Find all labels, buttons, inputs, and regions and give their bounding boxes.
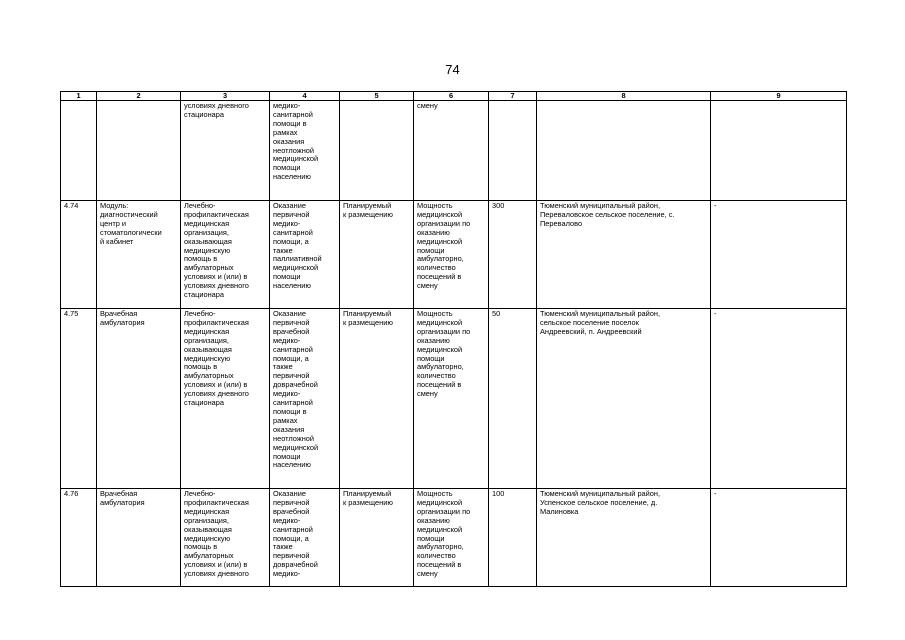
table-cell: Мощность медицинской организации по оказанию медицинской помощи амбулаторно, количество посещений в смену bbox=[414, 201, 489, 309]
table-cell: Планируемый к размещению bbox=[340, 201, 414, 309]
table-cell: медико- санитарной помощи в рамках оказания неотложной медицинской помощи населению bbox=[270, 101, 340, 201]
table-cell: - bbox=[711, 489, 847, 587]
table-cell bbox=[711, 101, 847, 201]
table-cell: Тюменский муниципальный район, сельское поселение поселок Андреевский, п. Андреевский bbox=[537, 309, 711, 489]
table-row bbox=[61, 101, 847, 201]
table-row bbox=[61, 309, 847, 489]
column-header: 6 bbox=[414, 92, 489, 101]
table-cell bbox=[537, 101, 711, 201]
table-cell: смену bbox=[414, 101, 489, 201]
table-row bbox=[61, 489, 847, 587]
table-header-row bbox=[61, 92, 847, 101]
table-cell: 100 bbox=[489, 489, 537, 587]
table-cell: 300 bbox=[489, 201, 537, 309]
column-header: 8 bbox=[537, 92, 711, 101]
table-cell bbox=[61, 101, 97, 201]
document-table bbox=[60, 91, 847, 587]
table-cell: Мощность медицинской организации по оказанию медицинской помощи амбулаторно, количество посещений в смену bbox=[414, 489, 489, 587]
column-header: 4 bbox=[270, 92, 340, 101]
table-cell: - bbox=[711, 201, 847, 309]
table-cell bbox=[489, 101, 537, 201]
table-cell: 4.74 bbox=[61, 201, 97, 309]
table-row bbox=[61, 201, 847, 309]
column-header: 1 bbox=[61, 92, 97, 101]
table-cell: Модуль: диагностический центр и стоматологически й кабинет bbox=[97, 201, 181, 309]
table-cell: Планируемый к размещению bbox=[340, 309, 414, 489]
table-cell: условиях дневного стационара bbox=[181, 101, 270, 201]
table-cell: Мощность медицинской организации по оказанию медицинской помощи амбулаторно, количество посещений в смену bbox=[414, 309, 489, 489]
table-cell bbox=[97, 101, 181, 201]
table-cell: 50 bbox=[489, 309, 537, 489]
table-cell: Оказание первичной медико- санитарной помощи, а также паллиативной медицинской помощи населению bbox=[270, 201, 340, 309]
column-header: 9 bbox=[711, 92, 847, 101]
table-cell: - bbox=[711, 309, 847, 489]
column-header: 5 bbox=[340, 92, 414, 101]
table-cell: Врачебная амбулатория bbox=[97, 489, 181, 587]
table-cell: Тюменский муниципальный район, Успенское сельское поселение, д. Малиновка bbox=[537, 489, 711, 587]
table-cell: Тюменский муниципальный район, Переваловское сельское поселение, с. Перевалово bbox=[537, 201, 711, 309]
table-cell: Планируемый к размещению bbox=[340, 489, 414, 587]
table-cell: Оказание первичной врачебной медико- санитарной помощи, а также первичной доврачебной медико- bbox=[270, 489, 340, 587]
table-cell: Оказание первичной врачебной медико- санитарной помощи, а также первичной доврачебной медико- санитарной помощи в рамках оказания неотложной медицинской помощи населению bbox=[270, 309, 340, 489]
column-header: 2 bbox=[97, 92, 181, 101]
table-cell: Лечебно- профилактическая медицинская организация, оказывающая медицинскую помощь в амбулаторных условиях и (или) в условиях дневного bbox=[181, 489, 270, 587]
column-header: 3 bbox=[181, 92, 270, 101]
table-cell: 4.76 bbox=[61, 489, 97, 587]
table-cell: 4.75 bbox=[61, 309, 97, 489]
table-cell bbox=[340, 101, 414, 201]
table-cell: Лечебно- профилактическая медицинская организация, оказывающая медицинскую помощь в амбулаторных условиях и (или) в условиях дневного стационара bbox=[181, 201, 270, 309]
page-number: 74 bbox=[445, 62, 460, 77]
table-cell: Врачебная амбулатория bbox=[97, 309, 181, 489]
column-header: 7 bbox=[489, 92, 537, 101]
table-cell: Лечебно- профилактическая медицинская организация, оказывающая медицинскую помощь в амбулаторных условиях и (или) в условиях дневного стационара bbox=[181, 309, 270, 489]
